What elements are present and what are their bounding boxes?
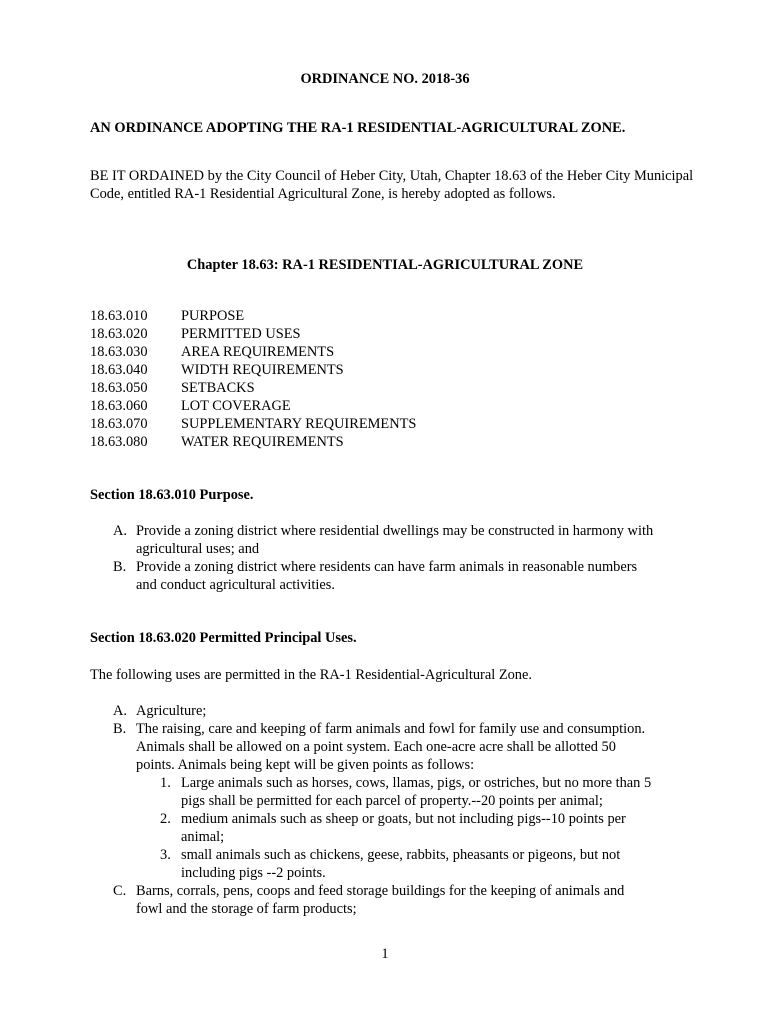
chapter-heading: Chapter 18.63: RA-1 RESIDENTIAL-AGRICULTURAL ZONE — [186, 257, 584, 273]
page-number: 1 — [381, 946, 389, 962]
toc-label: WATER REQUIREMENTS — [181, 434, 344, 450]
list-marker: A. — [113, 703, 127, 719]
toc-number: 18.63.080 — [90, 434, 148, 450]
ordinance-number: ORDINANCE NO. 2018-36 — [300, 71, 470, 87]
sublist-item-line: Large animals such as horses, cows, llamas, pigs, or ostriches, but no more than 5 — [181, 775, 652, 791]
list-item-line: agricultural uses; and — [136, 541, 260, 557]
toc-number: 18.63.020 — [90, 326, 148, 342]
toc-label: SUPPLEMENTARY REQUIREMENTS — [181, 416, 417, 432]
list-marker: A. — [113, 523, 127, 539]
toc-label: AREA REQUIREMENTS — [181, 344, 335, 360]
toc-label: SETBACKS — [181, 380, 255, 396]
section-020-heading: Section 18.63.020 Permitted Principal Uses. — [90, 630, 357, 646]
toc-number: 18.63.060 — [90, 398, 148, 414]
sublist-marker: 3. — [160, 847, 171, 863]
toc-label: LOT COVERAGE — [181, 398, 291, 414]
list-item-line: Agriculture; — [136, 703, 207, 719]
preamble-line-1: BE IT ORDAINED by the City Council of Heber City, Utah, Chapter 18.63 of the Heber City Municipal — [90, 168, 694, 184]
toc-number: 18.63.070 — [90, 416, 148, 432]
toc-number: 18.63.010 — [90, 308, 148, 324]
sublist-marker: 2. — [160, 811, 171, 827]
toc-number: 18.63.050 — [90, 380, 148, 396]
toc-number: 18.63.030 — [90, 344, 148, 360]
section-020-intro: The following uses are permitted in the RA-1 Residential-Agricultural Zone. — [90, 667, 532, 683]
list-item-line: Provide a zoning district where residential dwellings may be constructed in harmony with — [136, 523, 654, 539]
sublist-item-line: medium animals such as sheep or goats, but not including pigs--10 points per — [181, 811, 626, 827]
list-item-line: and conduct agricultural activities. — [136, 577, 335, 593]
list-item-line: Animals shall be allowed on a point system. Each one-acre acre shall be allotted 50 — [136, 739, 616, 755]
section-010-heading: Section 18.63.010 Purpose. — [90, 487, 254, 503]
toc-label: WIDTH REQUIREMENTS — [181, 362, 344, 378]
sublist-item-line: including pigs --2 points. — [181, 865, 326, 881]
list-item-line: The raising, care and keeping of farm animals and fowl for family use and consumption. — [136, 721, 646, 737]
list-marker: B. — [113, 559, 127, 575]
list-marker: C. — [113, 883, 127, 899]
sublist-marker: 1. — [160, 775, 171, 791]
sublist-item-line: pigs shall be permitted for each parcel of property.--20 points per animal; — [181, 793, 603, 809]
list-item-line: points. Animals being kept will be given points as follows: — [136, 757, 475, 773]
list-item-line: Barns, corrals, pens, coops and feed storage buildings for the keeping of animals and — [136, 883, 625, 899]
toc-label: PURPOSE — [181, 308, 245, 324]
list-marker: B. — [113, 721, 127, 737]
sublist-item-line: animal; — [181, 829, 225, 845]
sublist-item-line: small animals such as chickens, geese, rabbits, pheasants or pigeons, but not — [181, 847, 621, 863]
list-item-line: Provide a zoning district where residents can have farm animals in reasonable numbers — [136, 559, 638, 575]
toc-label: PERMITTED USES — [181, 326, 301, 342]
toc-number: 18.63.040 — [90, 362, 148, 378]
preamble-line-2: Code, entitled RA-1 Residential Agricultural Zone, is hereby adopted as follows. — [90, 186, 556, 202]
ordinance-title: AN ORDINANCE ADOPTING THE RA-1 RESIDENTIAL-AGRICULTURAL ZONE. — [90, 120, 626, 136]
list-item-line: fowl and the storage of farm products; — [136, 901, 357, 917]
